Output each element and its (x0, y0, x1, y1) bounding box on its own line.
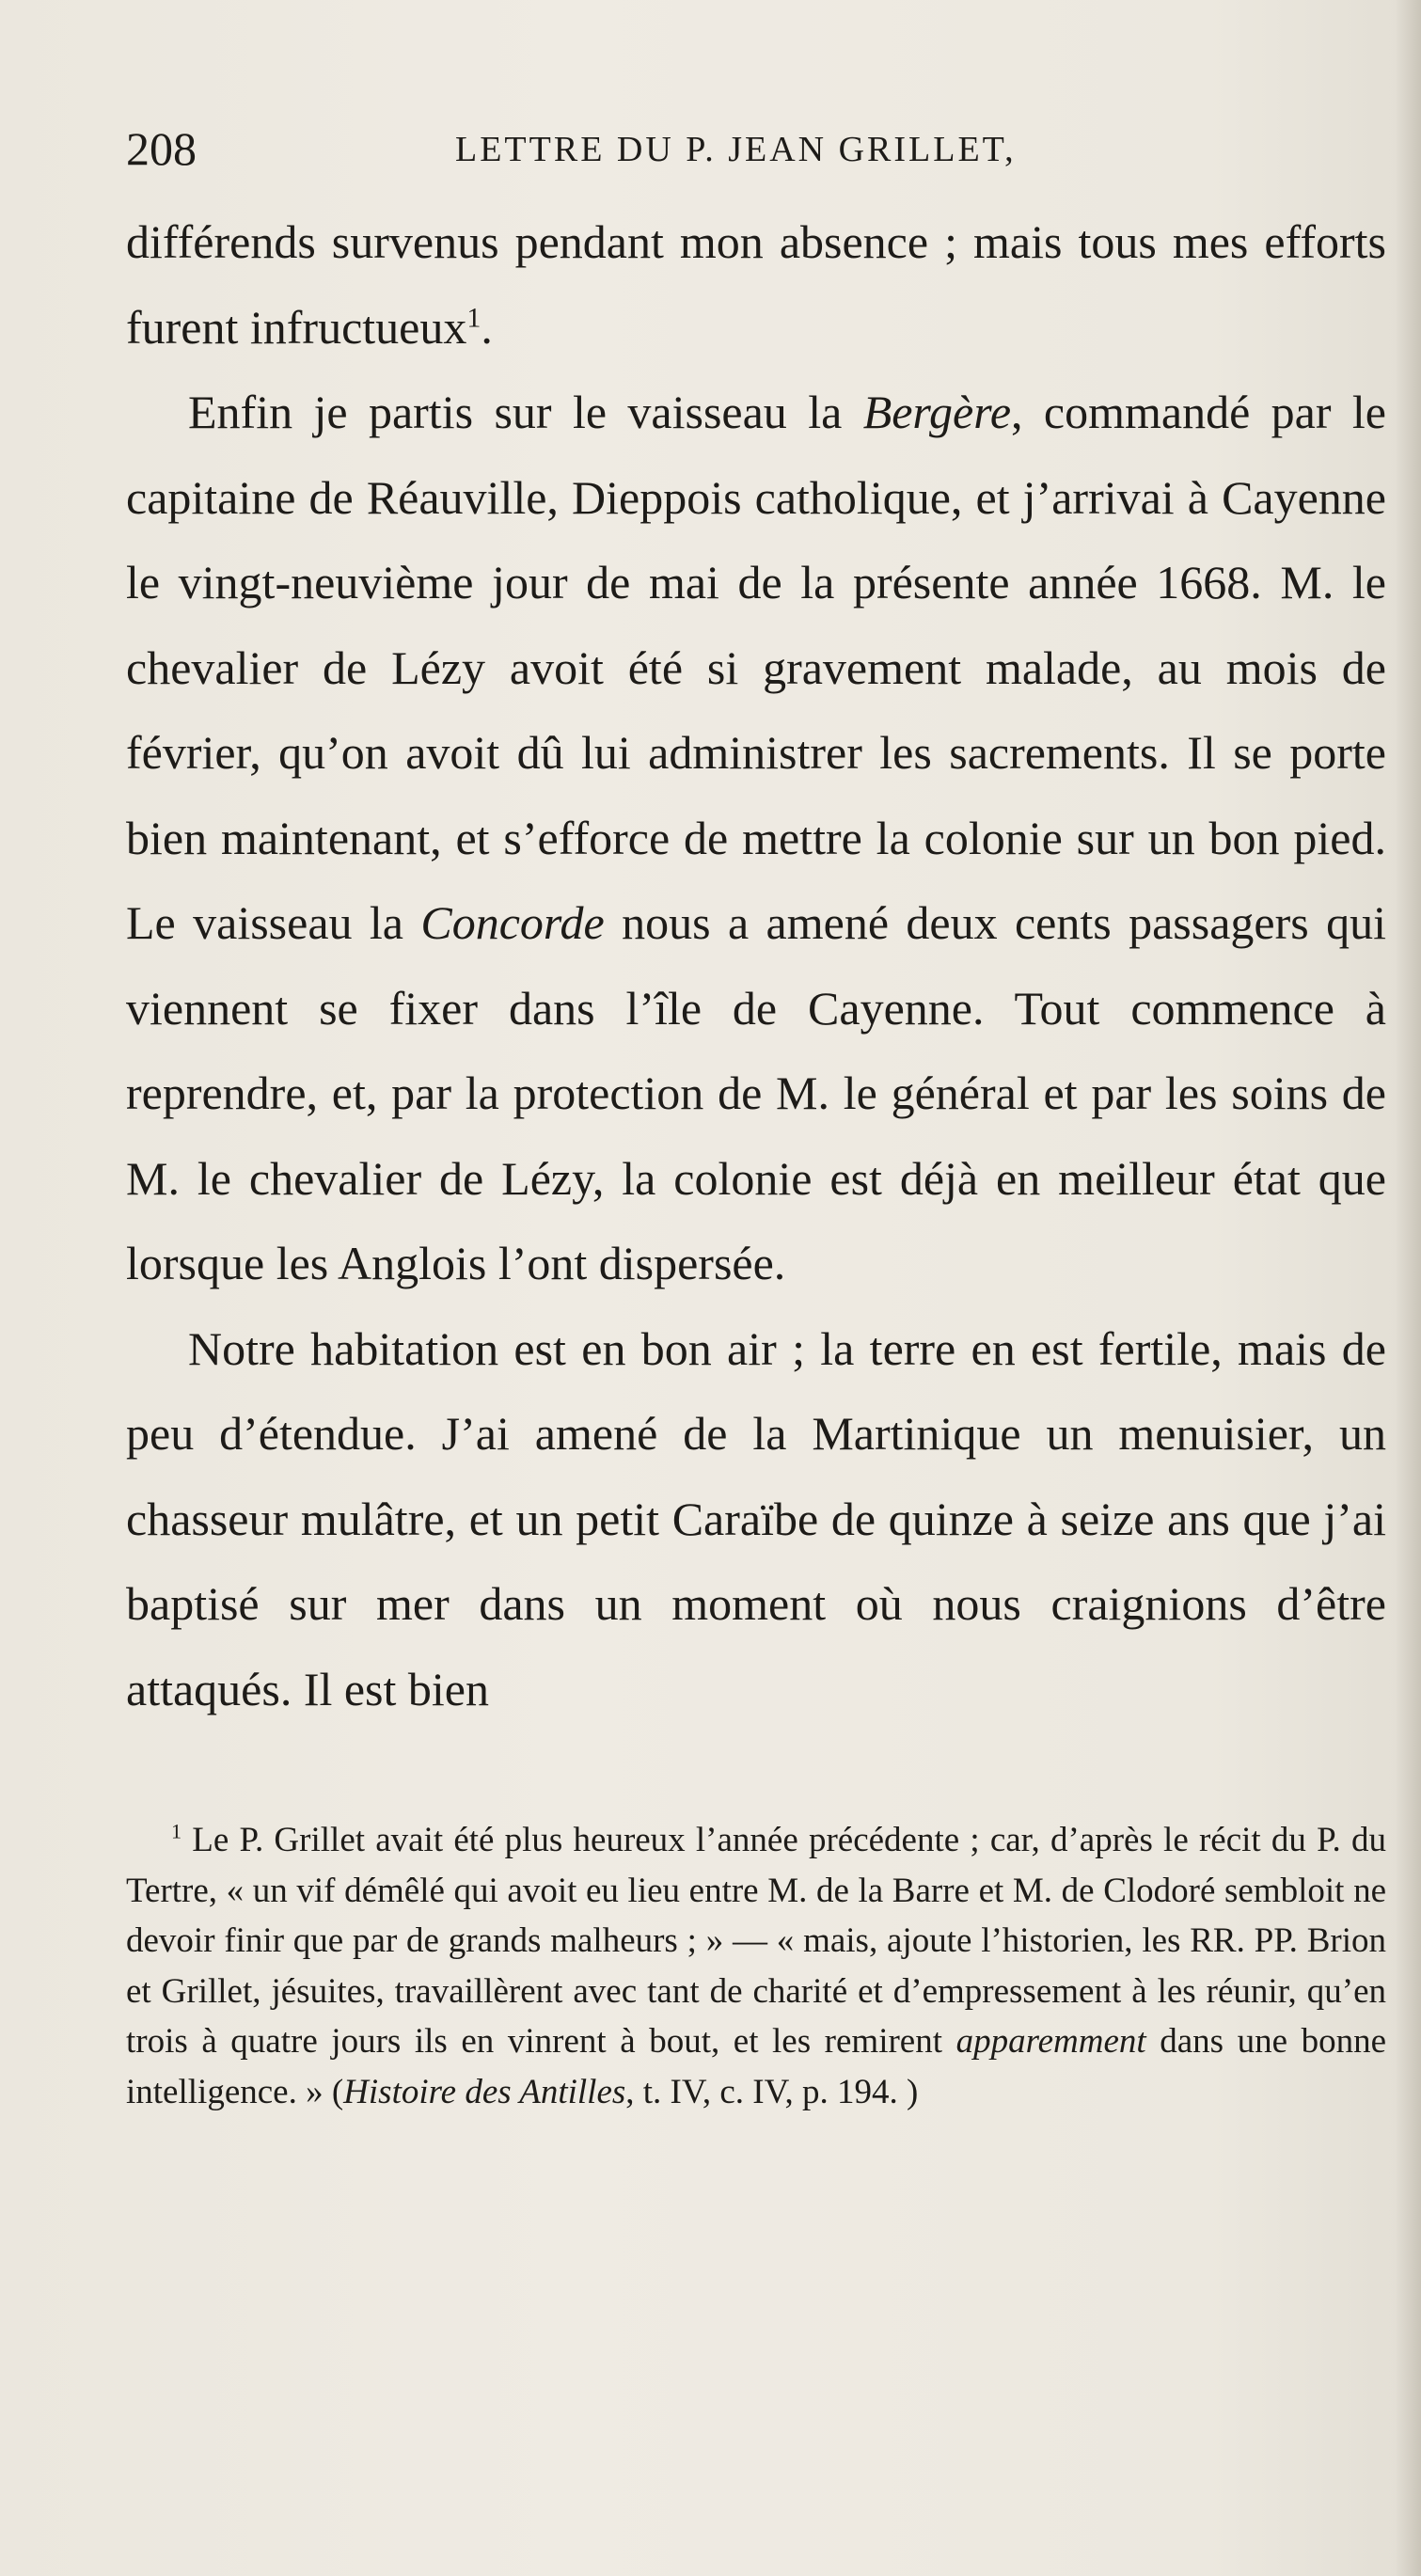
paragraph-1-text: différends survenus pendant mon absence ; mais tous mes efforts furent infructueux (126, 215, 1386, 354)
paragraph-1-end: . (481, 300, 493, 354)
footnote-1 (126, 1815, 1386, 2117)
paragraph-3-text: Notre habitation est en bon air ; la terre en est fertile, mais de peu d’étendue. J’ai amené de la Martinique un menuisier, un chasseur mulâtre, et un petit Caraïbe de quinze à seize ans que j’ai baptisé sur mer dans un moment où nous craignions d’être attaqués. Il est bien (126, 1321, 1386, 1715)
page-number: 208 (126, 122, 197, 175)
paragraph-3 (126, 1306, 1386, 1732)
footnote-marker: 1 (171, 1819, 182, 1843)
running-title: LETTRE DU P. JEAN GRILLET, (455, 130, 1017, 169)
footnote-book-title: Histoire des Antilles (343, 2072, 626, 2111)
paragraph-2-text-c: nous a amené deux cents passagers qui viennent se fixer dans l’île de Cayenne. Tout commence à reprendre, et, par la protection de M. le général et par les soins de M. le chevalier de Lézy, la colonie est déjà en meilleur état que lorsque les Anglois l’ont dispersée. (126, 896, 1386, 1289)
running-head (126, 120, 1386, 177)
paragraph-2-text-b: , commandé par le capitaine de Réauville, Dieppois catholique, et j’arrivai à Cayenne le vingt-neuvième jour de mai de la présente année 1668. M. le chevalier de Lézy avoit été si gravement malade, au mois de février, qu’on avoit dû lui administrer les sacrements. Il se porte bien maintenant, et s’efforce de mettre la colonie sur un bon pied. Le vaisseau la (126, 386, 1386, 949)
footnotes (126, 1815, 1386, 2117)
footnote-text-b: dans une bonne intelligence. » ( (126, 2022, 1387, 2111)
page-gutter-shadow (1395, 0, 1421, 2576)
body-text (126, 199, 1386, 1731)
paragraph-2 (126, 370, 1386, 1306)
footnote-reference: 1 (466, 301, 482, 333)
footnote-text-c: , t. IV, c. IV, p. 194. ) (625, 2072, 919, 2111)
paragraph-1 (126, 199, 1386, 370)
paragraph-2-text-a: Enfin je partis sur le vaisseau la (188, 386, 863, 438)
ship-name-concorde: Concorde (420, 896, 605, 949)
footnote-italic-apparemment: apparemment (955, 2022, 1146, 2061)
footnote-text-a: Le P. Grillet avait été plus heureux l’année précédente ; car, d’après le récit du P. du Tertre, « un vif démêlé qui avoit eu lieu entre M. de la Barre et M. de Clodoré sembloit ne devoir finir que par de grands malheurs ; » — « mais, ajoute l’historien, les RR. PP. Brion et Grillet, jésuites, travaillèrent avec tant de charité et d’empressement à les réunir, qu’en trois à quatre jours ils en vinrent à bout, et les remirent (126, 1821, 1386, 2061)
ship-name-bergere: Bergère (862, 386, 1012, 438)
